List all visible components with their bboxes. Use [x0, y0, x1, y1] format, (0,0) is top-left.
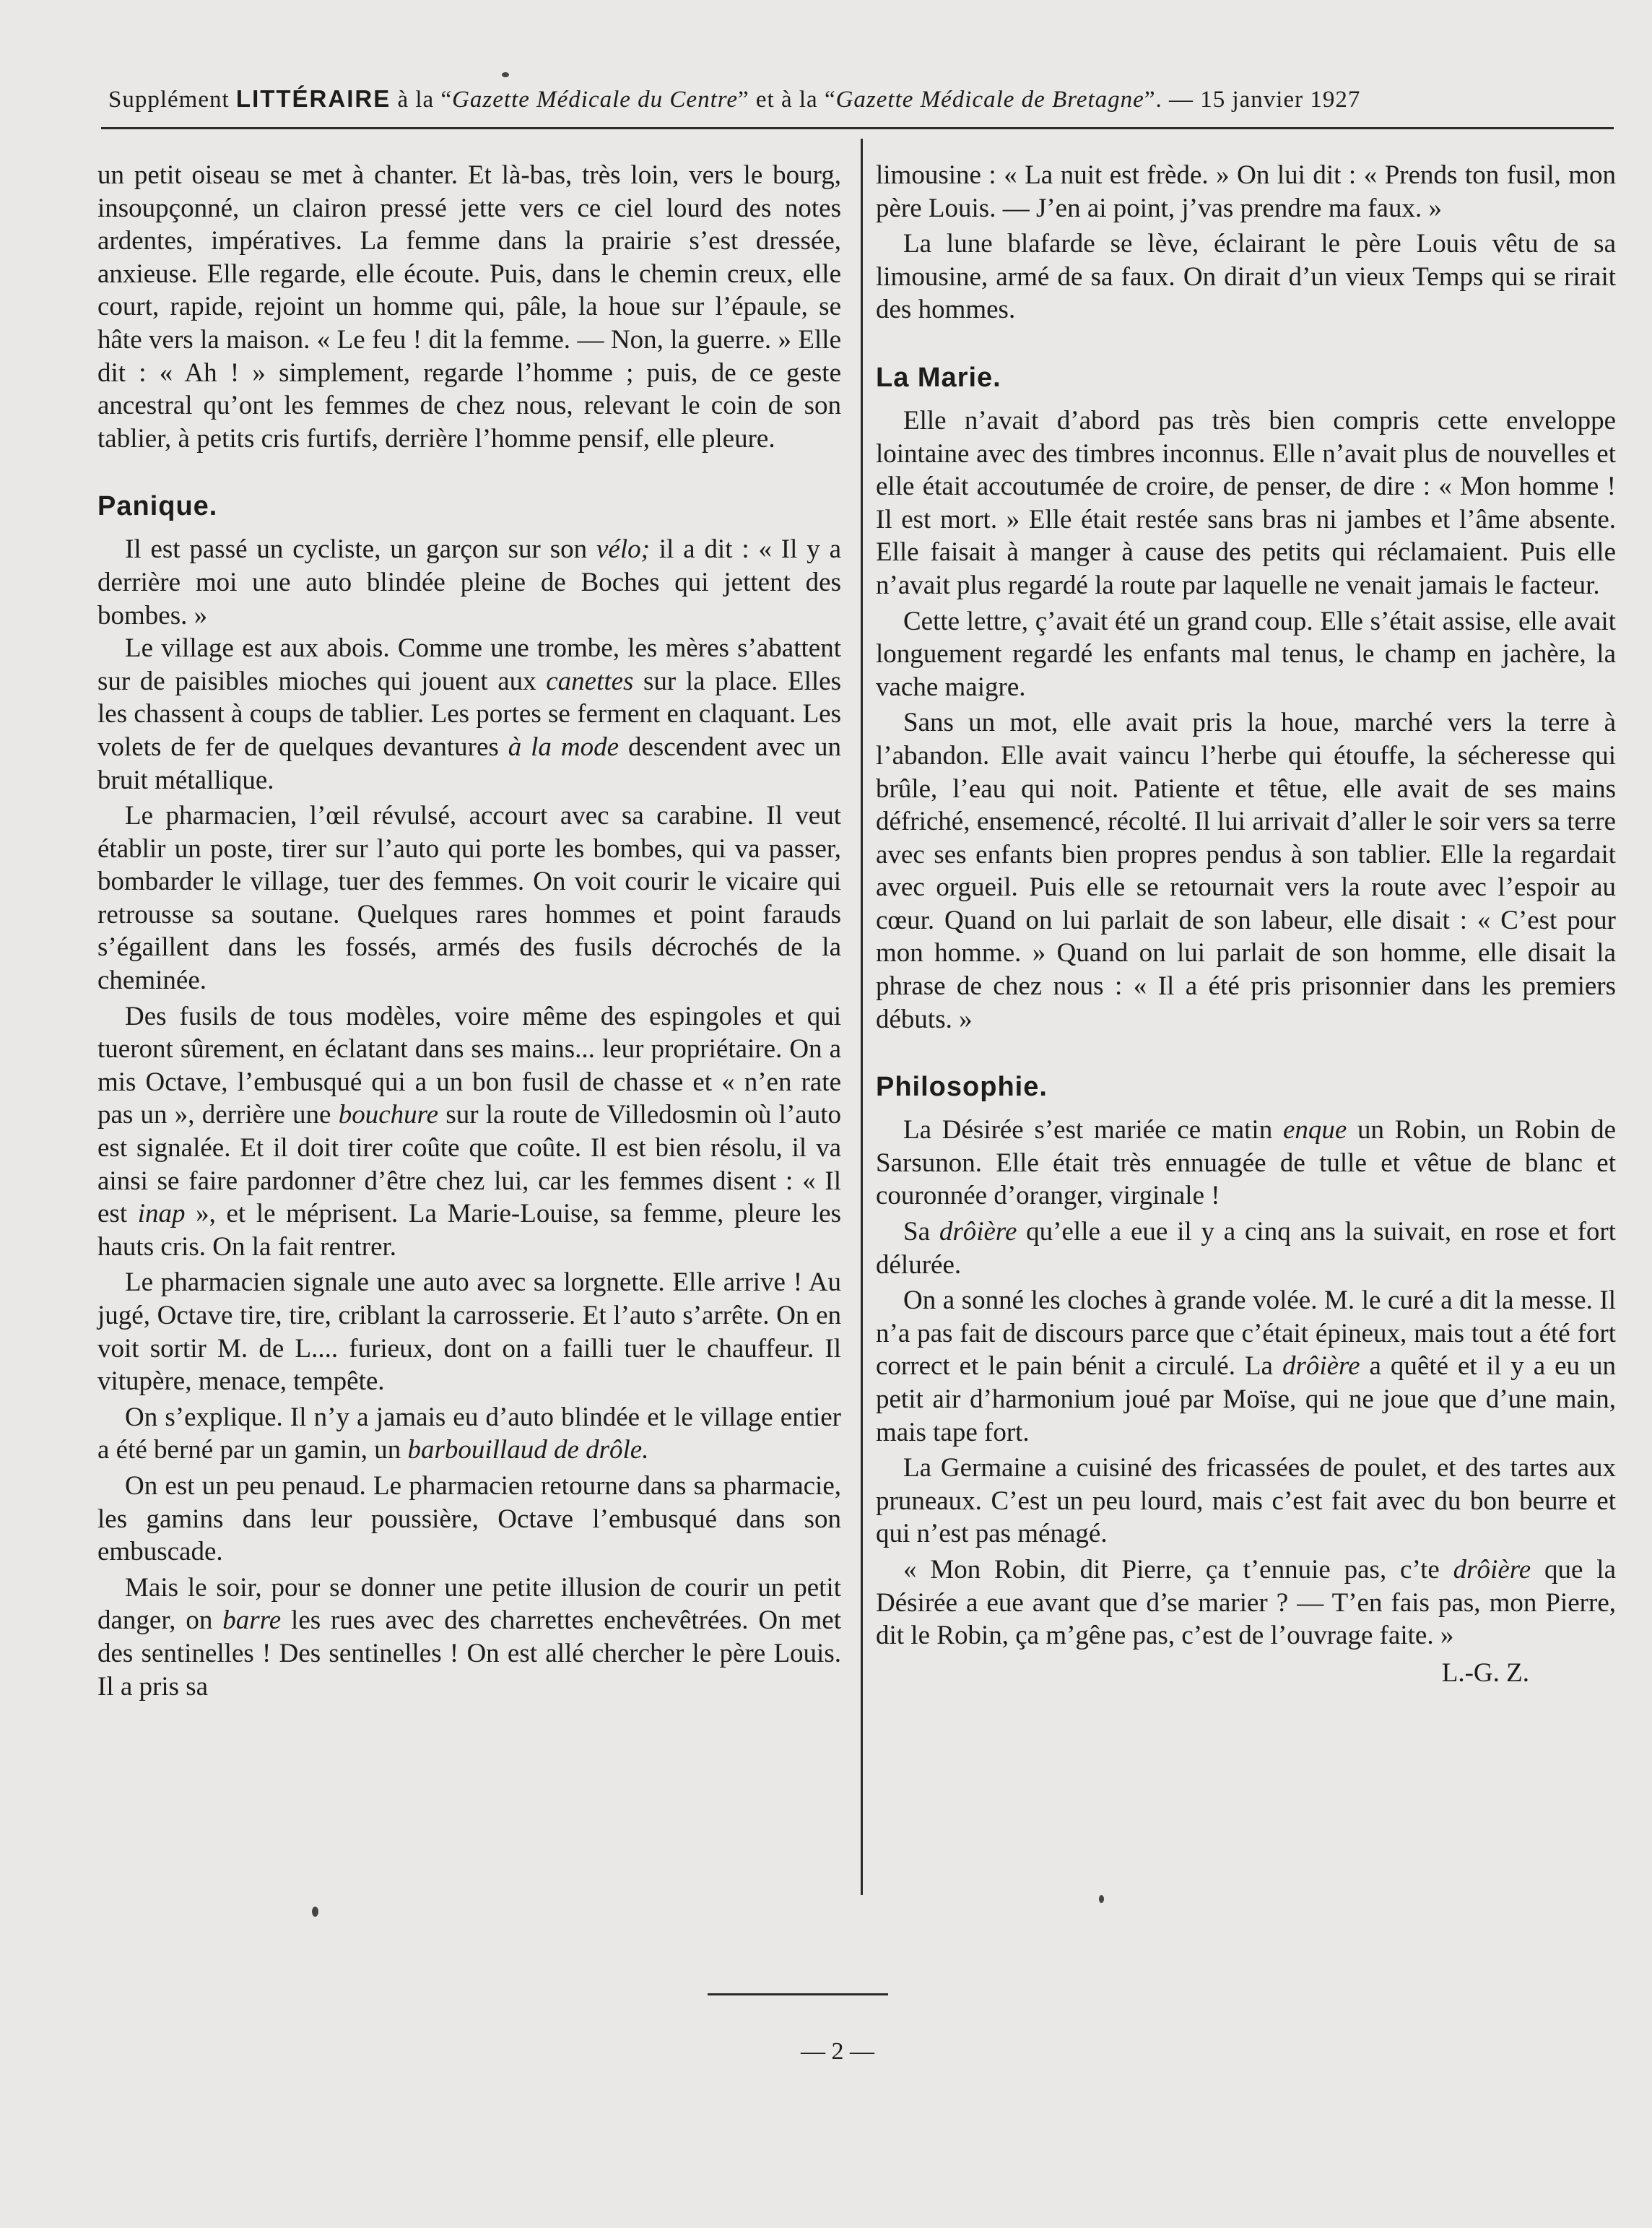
right-column [876, 159, 1616, 1689]
paragraph: Il est passé un cycliste, un garçon sur son vélo; il a dit : « Il y a derrière moi une auto blindée pleine de Boches qui jettent des bombes. » [97, 534, 841, 630]
signature: L.-G. Z. [1441, 1657, 1529, 1688]
paragraph: La lune blafarde se lève, éclairant le père Louis vêtu de sa limousine, armé de sa faux. On dirait d’un vieux Temps qui se rirait des hommes. [876, 229, 1616, 325]
section-heading-philosophie: Philosophie. [876, 1072, 1048, 1103]
paragraph: Le pharmacien signale une auto avec sa lorgnette. Elle arrive ! Au jugé, Octave tire, tire, criblant la carrosserie. Et l’auto s’arrête. On en voit sortir M. de L.... furieux, dont on a failli tuer le chauffeur. Il vitupère, menace, tempête. [97, 1267, 841, 1397]
paragraph: un petit oiseau se met à chanter. Et là-bas, très loin, vers le bourg, insoupçonné, un clairon pressé jette vers ce ciel lourd des notes ardentes, impératives. La femme dans la prairie s’est dressée, anxieuse. Elle regarde, elle écoute. Puis, dans le chemin creux, elle court, rapide, rejoint un homme qui, pâle, la houe sur l’épaule, se hâte vers la maison. « Le feu ! dit la femme. — Non, la guerre. » Elle dit : « Ah ! » simplement, regarde l’homme ; puis, de ce geste ancestral qu’ont les femmes de chez nous, relevant le coin de son tablier, à petits cris furtifs, derrière l’homme pensif, elle pleure. [97, 160, 841, 454]
paragraph: Cette lettre, ç’avait été un grand coup. Elle s’était assise, elle avait longuement regardé les enfants mal tenus, le champ en jachère, la vache maigre. [876, 606, 1616, 702]
header-date: ”. — 15 janvier 1927 [1144, 87, 1361, 113]
ink-speck [502, 72, 509, 77]
paragraph: La Germaine a cuisiné des fricassées de poulet, et des tartes aux pruneaux. C’est un peu lourd, mais c’est fait avec du bon beurre et qui n’est pas ménagé. [876, 1453, 1616, 1549]
section-heading-panique: Panique. [97, 491, 218, 522]
paragraph: On a sonné les cloches à grande volée. M. le curé a dit la messe. Il n’a pas fait de discours parce que c’était épineux, mais tout a été fort correct et le pain bénit a circulé. La drôière a quêté et il y a eu un petit air d’harmonium joué par Moïse, qui ne joue que d’une main, mais tape fort. [876, 1286, 1616, 1447]
section-heading-la-marie: La Marie. [876, 362, 1001, 393]
paragraph: Sans un mot, elle avait pris la houe, marché vers la terre à l’abandon. Elle avait vaincu l’herbe qui étouffe, la sécheresse qui brûle, l’eau qui noit. Patiente et têtue, elle avait de ses mains défriché, ensemencé, récolté. Il lui arrivait d’aller le soir vers sa terre avec ses enfants bien propres pendus à son tablier. Elle la regardait avec orgueil. Puis elle se retournait vers la route avec l’espoir au cœur. Quand on lui parlait de son labeur, elle disait : « C’est pour mon homme. » Quand on lui parlait de son homme, elle disait la phrase de chez nous : « Il a été pris prisonnier dans les premiers débuts. » [876, 708, 1616, 1034]
column-divider [861, 139, 863, 1895]
paragraph: Sa drôière qu’elle a eue il y a cinq ans la suivait, en rose et fort délurée. [876, 1217, 1616, 1280]
paragraph: Le village est aux abois. Comme une trombe, les mères s’abattent sur de paisibles mioches qui jouent aux canettes sur la place. Elles les chassent à coups de tablier. Les portes se ferment en claquant. Les volets de fer de quelques devantures à la mode descendent avec un bruit métallique. [97, 633, 841, 795]
paragraph: On s’explique. Il n’y a jamais eu d’auto blindée et le village entier a été berné par un gamin, un barbouillaud de drôle. [97, 1402, 841, 1465]
paragraph: « Mon Robin, dit Pierre, ça t’ennuie pas, c’te drôière que la Désirée a eue avant que d’se marier ? — T’en fais pas, mon Pierre, dit le Robin, ça m’gêne pas, c’est de l’ouvrage faite. » [876, 1554, 1617, 1651]
header-rule [101, 127, 1614, 129]
paragraph: Des fusils de tous modèles, voire même des espingoles et qui tueront sûrement, en éclatant dans ses mains... leur propriétaire. On a mis Octave, l’embusqué qui a un bon fusil de chasse et « n’en rate pas un », derrière une bouchure sur la route de Villedosmin où l’auto est signalée. Et il doit tirer coûte que coûte. Il est bien résolu, il va ainsi se faire pardonner d’être chez lui, car les femmes disent : « Il est inap », et le méprisent. La Marie-Louise, sa femme, pleure les hauts cris. On la fait rentrer. [97, 1001, 842, 1262]
ink-speck [1099, 1895, 1104, 1903]
header-title-word: LITTÉRAIRE [235, 85, 391, 112]
header-gazette-centre: Gazette Médicale du Centre [452, 87, 739, 113]
paragraph: Elle n’avait d’abord pas très bien compris cette enveloppe lointaine avec des timbres inconnus. Elle n’avait plus de nouvelles et elle était accoutumée de croire, de penser, de dire : « Mon homme ! Il est mort. » Elle était restée sans bras ni jambes et l’âme absente. Elle faisait à manger à cause des petits qui réclamaient. Puis elle n’avait plus regardé la route par laquelle ne venait jamais le facteur. [876, 405, 1616, 600]
paragraph: La Désirée s’est mariée ce matin enque un Robin, un Robin de Sarsunon. Elle était très ennuagée de tulle et vêtue de blanc et couronnée d’oranger, virginale ! [876, 1115, 1617, 1211]
paragraph: limousine : « La nuit est frède. » On lui dit : « Prends ton fusil, mon père Louis. — J’en ai point, j’vas prendre ma faux. » [876, 160, 1616, 223]
header-to-the: à la “ [397, 87, 453, 113]
paragraph: Mais le soir, pour se donner une petite illusion de courir un petit danger, on barre les rues avec des charrettes enchevêtrées. On met des sentinelles ! Des sentinelles ! On est allé chercher le père Louis. Il a pris sa [97, 1572, 842, 1702]
header-and-to-the: ” et à la “ [738, 87, 836, 113]
footer-rule [708, 1993, 888, 1995]
ink-speck [312, 1907, 318, 1917]
paragraph: On est un peu penaud. Le pharmacien retourne dans sa pharmacie, les gamins dans leur poussière, Octave l’embusqué dans son embuscade. [97, 1470, 841, 1567]
header-gazette-bretagne: Gazette Médicale de Bretagne [835, 87, 1144, 113]
header-prefix: Supplément [108, 87, 230, 113]
page-number: — 2 — [801, 2038, 874, 2065]
page-header [108, 85, 1610, 113]
paragraph: Le pharmacien, l’œil révulsé, accourt avec sa carabine. Il veut établir un poste, tirer sur l’auto qui porte les bombes, qui va passer, bombarder le village, tuer des femmes. On voit courir le vicaire qui retrousse sa soutane. Quelques rares hommes et point farauds s’égaillent dans les fossés, armés des fusils décrochés de la cheminée. [97, 801, 841, 996]
left-column [97, 159, 841, 1703]
